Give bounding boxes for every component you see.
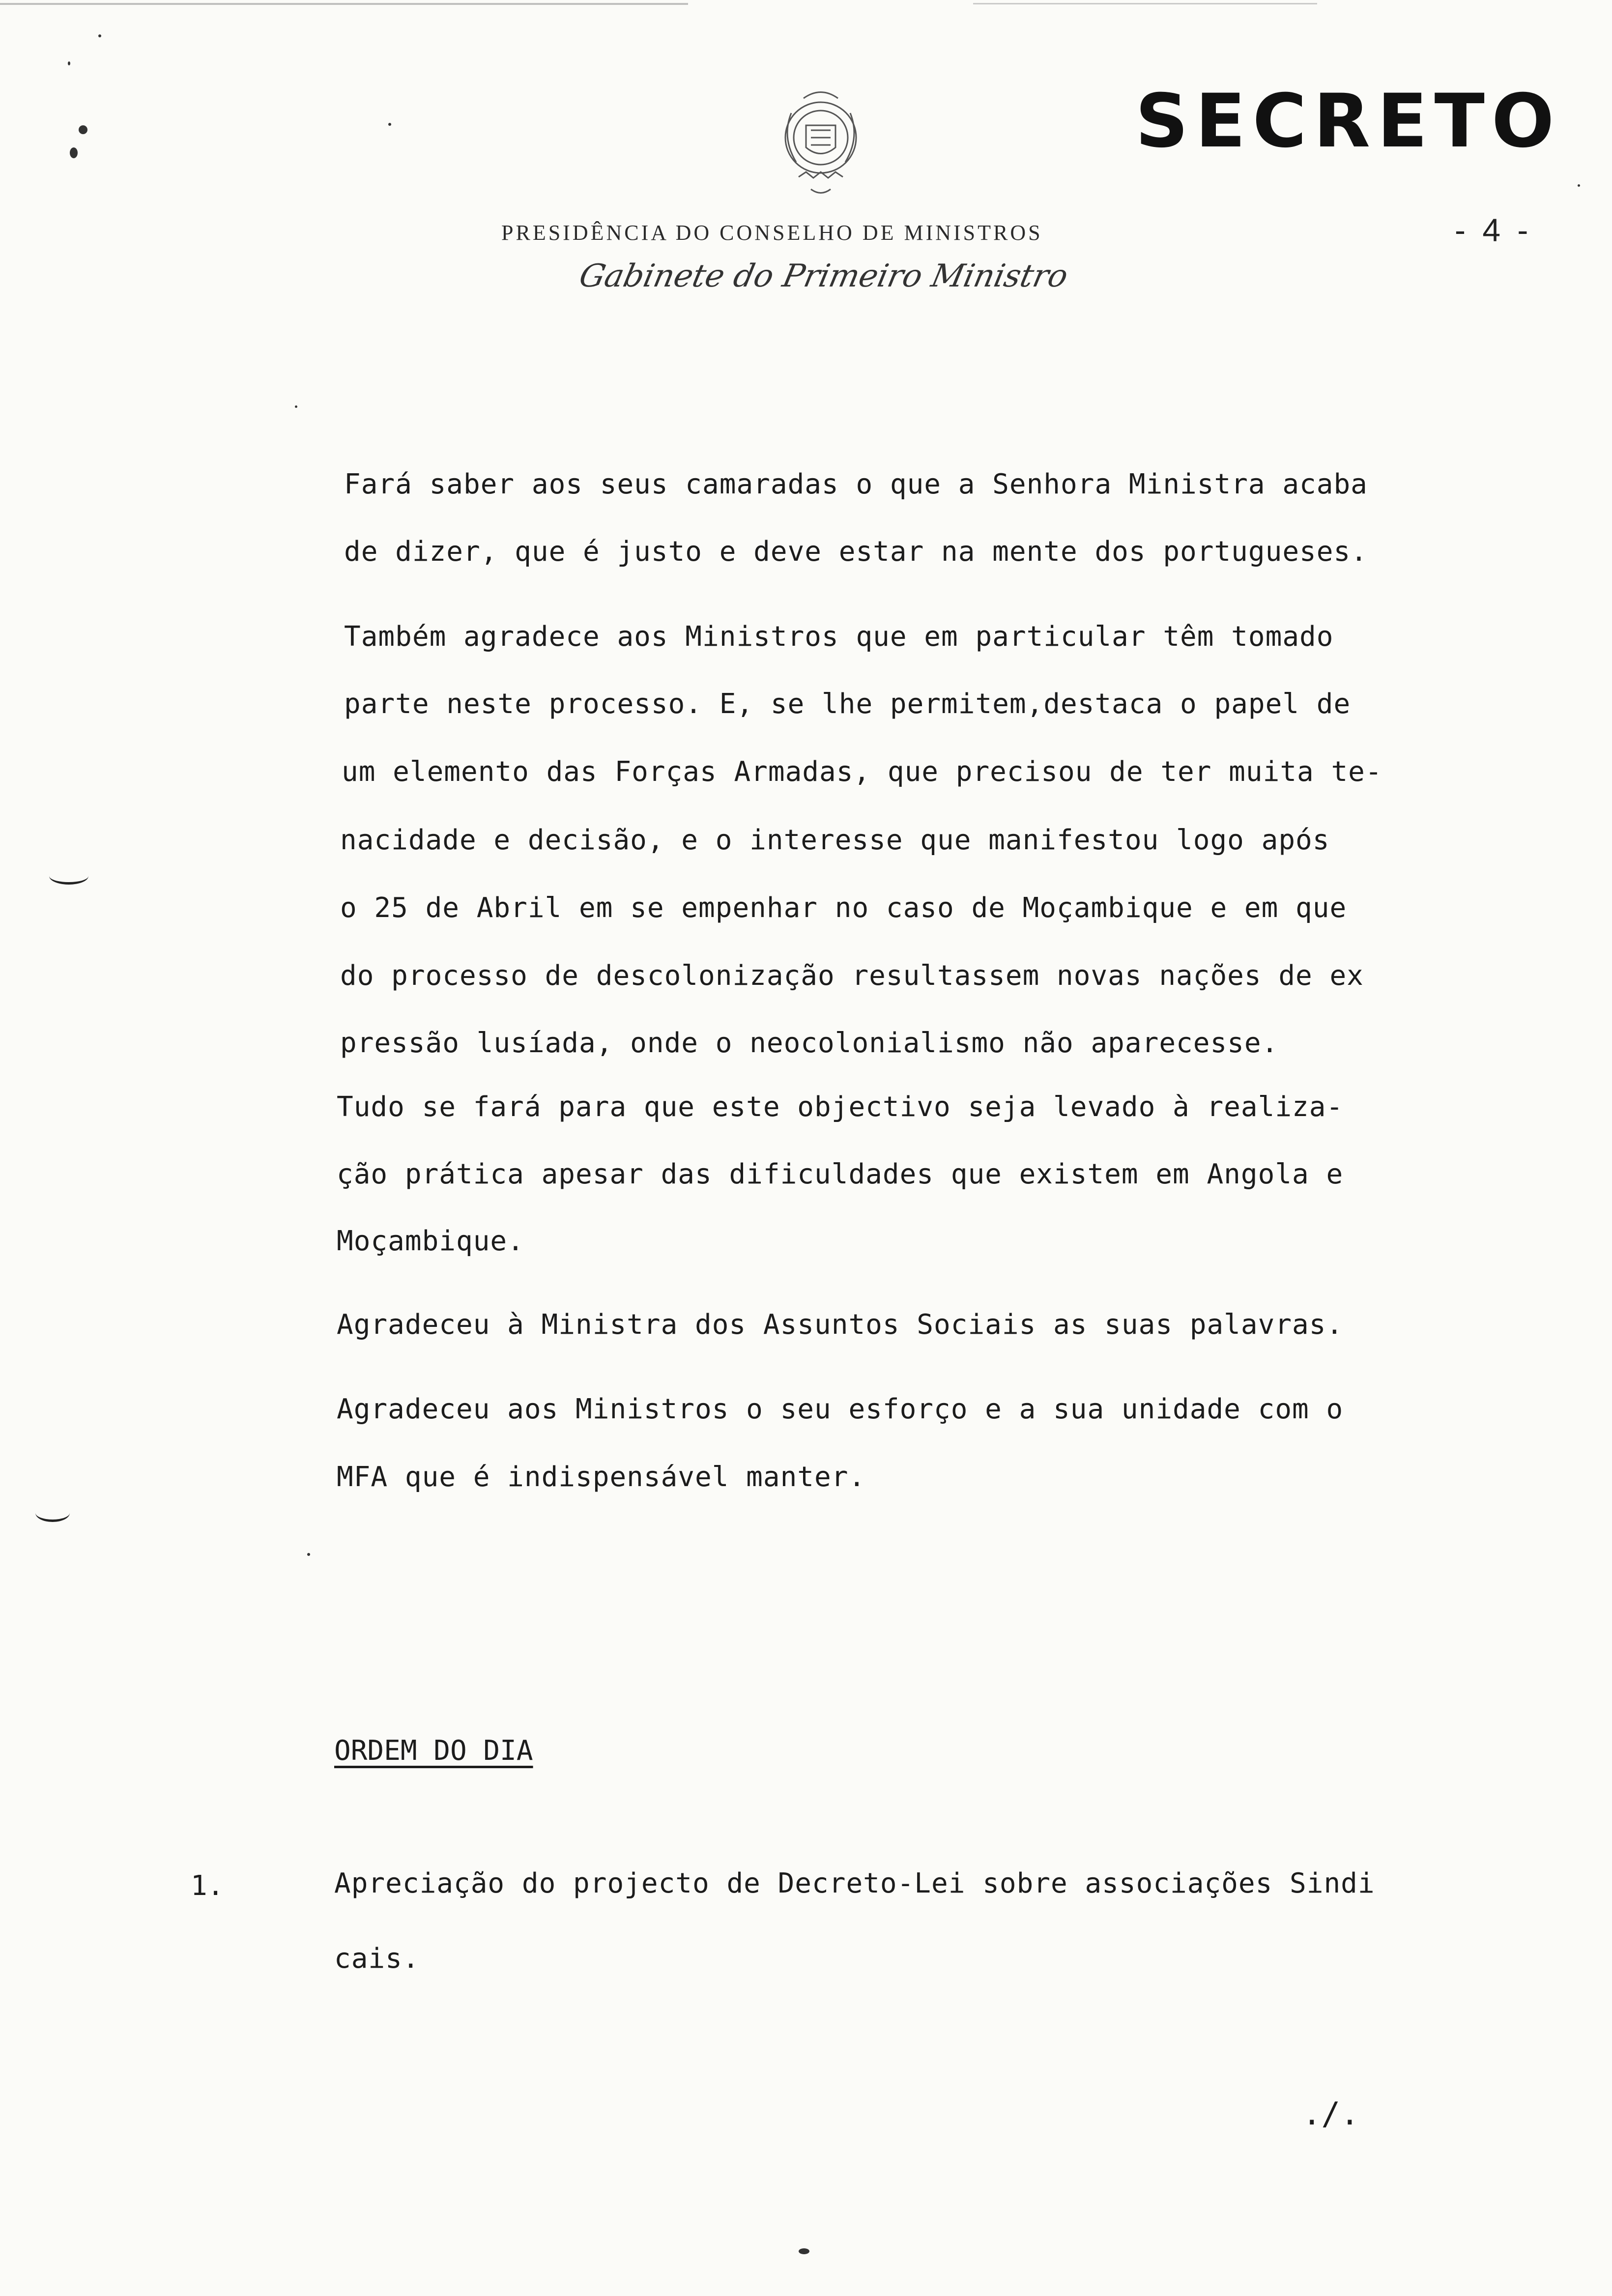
- scan-edge-line: [0, 3, 688, 5]
- body-line: ção prática apesar das dificuldades que existem em Angola e: [337, 1158, 1344, 1190]
- continuation-mark: ./.: [1302, 2096, 1359, 2132]
- body-line: Agradeceu aos Ministros o seu esforço e a sua unidade com o: [337, 1393, 1344, 1425]
- body-line: do processo de descolonização resultassem novas nações de ex: [340, 960, 1364, 992]
- body-line: Fará saber aos seus camaradas o que a Senhora Ministra acaba: [344, 468, 1368, 500]
- body-line: um elemento das Forças Armadas, que precisou de ter muita te-: [342, 756, 1382, 788]
- binder-hole-mark: [49, 867, 88, 885]
- scan-speck: [68, 61, 70, 65]
- coat-of-arms-seal: [764, 84, 877, 206]
- classification-stamp: SECRETO: [1135, 79, 1561, 164]
- body-line: Tudo se fará para que este objectivo seja levado à realiza-: [337, 1091, 1344, 1123]
- page-number: - 4 -: [1455, 212, 1532, 248]
- binder-hole-mark: [35, 1504, 70, 1522]
- scan-speck: [70, 147, 78, 158]
- letterhead-title: PRESIDÊNCIA DO CONSELHO DE MINISTROS: [501, 221, 1043, 245]
- scan-speck: [98, 34, 101, 37]
- body-line: pressão lusíada, onde o neocolonialismo não aparecesse.: [340, 1027, 1279, 1059]
- body-line: o 25 de Abril em se empenhar no caso de Moçambique e em que: [340, 892, 1347, 924]
- body-line: Moçambique.: [337, 1225, 524, 1257]
- scan-speck: [79, 125, 87, 134]
- body-line: MFA que é indispensável manter.: [337, 1461, 866, 1493]
- body-line: Agradeceu à Ministra dos Assuntos Sociais as suas palavras.: [337, 1309, 1344, 1341]
- body-line: Também agradece aos Ministros que em particular têm tomado: [344, 621, 1334, 653]
- scan-speck: [388, 123, 391, 126]
- agenda-item-text: cais.: [334, 1943, 420, 1975]
- agenda-heading: ORDEM DO DIA: [334, 1735, 533, 1767]
- scan-speck: [295, 405, 297, 408]
- letterhead-subtitle: Gabinete do Primeiro Ministro: [576, 258, 1071, 294]
- body-line: nacidade e decisão, e o interesse que manifestou logo após: [340, 824, 1330, 856]
- agenda-item-number: 1.: [191, 1870, 224, 1902]
- body-line: parte neste processo. E, se lhe permitem,destaca o papel de: [344, 688, 1351, 720]
- body-line: de dizer, que é justo e deve estar na mente dos portugueses.: [344, 536, 1368, 568]
- agenda-item-text: Apreciação do projecto de Decreto-Lei sobre associações Sindi: [334, 1867, 1375, 1899]
- scan-speck: [799, 2248, 809, 2254]
- scan-speck: [1578, 184, 1580, 187]
- scan-speck: [307, 1553, 310, 1556]
- scan-edge-line: [973, 3, 1317, 4]
